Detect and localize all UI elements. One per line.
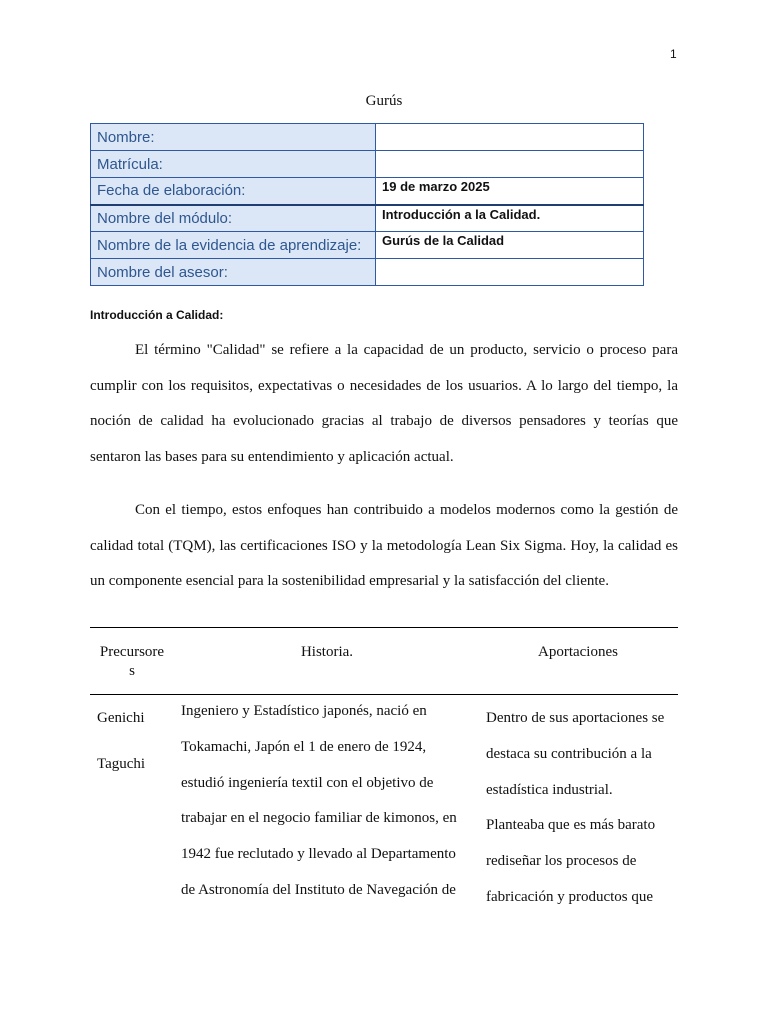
- student-info-table: [90, 123, 644, 286]
- table-row: [91, 178, 644, 205]
- historia-line: 1942 fue reclutado y llevado al Departamento: [181, 846, 456, 863]
- historia-line: Ingeniero y Estadístico japonés, nació en: [181, 703, 427, 719]
- info-label-nombre: Nombre:: [91, 124, 376, 151]
- aportaciones-line: destaca su contribución a la: [486, 745, 652, 762]
- table-row: [91, 124, 644, 151]
- intro-paragraph-2: Con el tiempo, estos enfoques han contribuido a modelos modernos como la gestión de calidad total (TQM), las certificaciones ISO y la metodología Lean Six Sigma. Hoy, la calidad es un componente esencial para la sostenibilidad empresarial y la satisfacción del cliente.: [90, 502, 678, 590]
- aportaciones-line: rediseñar los procesos de: [486, 853, 637, 870]
- historia-line: de Astronomía del Instituto de Navegación de: [181, 881, 456, 898]
- table-row: [91, 259, 644, 286]
- header-aportaciones: Aportaciones: [538, 644, 618, 660]
- section-heading: Introducción a Calidad:: [90, 308, 224, 322]
- info-label-fecha: Fecha de elaboración:: [91, 178, 376, 205]
- info-label-modulo: Nombre del módulo:: [91, 205, 376, 232]
- historia-line: trabajar en el negocio familiar de kimonos, en: [181, 810, 457, 827]
- historia-line: Tokamachi, Japón el 1 de enero de 1924,: [181, 738, 427, 755]
- info-value-asesor: [376, 259, 644, 286]
- header-historia: Historia.: [300, 644, 354, 660]
- header-precursores-line1: Precursore: [99, 644, 165, 660]
- info-value-modulo: Introducción a la Calidad.: [376, 205, 644, 232]
- aportaciones-line: estadística industrial.: [486, 781, 613, 798]
- info-value-fecha: 19 de marzo 2025: [376, 178, 644, 205]
- header-precursores: [92, 643, 172, 681]
- aportaciones-line: Planteaba que es más barato: [486, 817, 656, 834]
- info-label-evidencia: Nombre de la evidencia de aprendizaje:: [91, 232, 376, 259]
- guru-name-last: Taguchi: [97, 756, 146, 772]
- info-label-matricula: Matrícula:: [91, 151, 376, 178]
- info-value-nombre: [376, 124, 644, 151]
- info-value-evidencia: Gurús de la Calidad: [376, 232, 644, 259]
- guru-aportaciones: [486, 701, 676, 916]
- intro-paragraph-1: El término "Calidad" se refiere a la capacidad de un producto, servicio o proceso para cumplir con los requisitos, expectativas o necesidades de los usuarios. A lo largo del tiempo, la noción de calidad ha evolucionado gracias al trabajo de diversos pensadores y teorías que sentaron las bases para su entendimiento y aplicación actual.: [90, 342, 678, 465]
- info-value-matricula: [376, 151, 644, 178]
- guru-historia: [181, 694, 471, 909]
- guru-name-first: Genichi: [97, 710, 145, 726]
- table-top-rule: [90, 627, 678, 628]
- document-title: Gurús: [365, 93, 403, 109]
- historia-line: estudió ingeniería textil con el objetivo de: [181, 774, 434, 791]
- table-row: [91, 232, 644, 259]
- page-number: 1: [670, 47, 677, 61]
- table-row: [91, 205, 644, 232]
- table-row: [91, 151, 644, 178]
- aportaciones-line: fabricación y productos que: [486, 888, 654, 905]
- header-precursores-line2: s: [129, 663, 135, 679]
- aportaciones-line: Dentro de sus aportaciones se: [486, 710, 665, 726]
- info-label-asesor: Nombre del asesor:: [91, 259, 376, 286]
